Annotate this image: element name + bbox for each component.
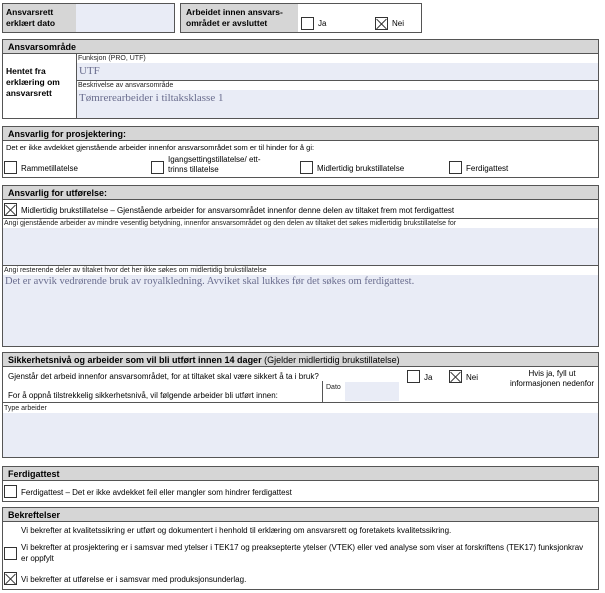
bekreftelse-line-3-checkbox[interactable]: [4, 572, 17, 585]
bekreftelse-line-1: Vi bekrefter at kvalitetssikring er utført og dokumentert i henhold til erklæring om ansvarsrett og foretakets kvalitetssikring.: [21, 526, 452, 535]
ferdigattest-header: Ferdigattest: [2, 466, 599, 481]
ferdigattest-prosj-label: Ferdigattest: [466, 164, 509, 173]
ferdigattest-label: Ferdigattest – Det er ikke avdekket feil eller mangler som hindrer ferdigattest: [21, 488, 292, 497]
ansvarsrett-dato-label: Ansvarsrett erklært dato: [6, 7, 56, 28]
funksjon-label: Funksjon (PRO, UTF): [78, 55, 146, 62]
rammetillatelse-label: Rammetillatelse: [21, 164, 78, 173]
sikkerhet-divider: [2, 402, 599, 403]
igangsetting-checkbox[interactable]: [151, 161, 164, 174]
igangsetting-label: Igangsettingstillatelse/ ett-trinns tillatelse: [168, 155, 261, 174]
ansvarsomrade-divider: [77, 80, 598, 81]
utforelse-header: Ansvarlig for utførelse:: [2, 185, 599, 200]
beskrivelse-value: Tømrerearbeider i tiltaksklasse 1: [79, 92, 224, 104]
sikkerhet-nei-checkbox[interactable]: [449, 370, 462, 383]
sikkerhet-ja-label: Ja: [424, 373, 433, 382]
sikkerhet-question: Gjenstår det arbeid innenfor ansvarsområdet, for at tiltaket skal være sikkert å ta i bruk?: [8, 372, 319, 381]
sikkerhet-title-note: (Gjelder midlertidig brukstillatelse): [264, 355, 400, 365]
prosjektering-intro: Det er ikke avdekket gjenstående arbeider innenfor ansvarsområdet som er til hinder for å gi:: [6, 143, 315, 152]
utforelse-divider-2: [2, 265, 599, 266]
beskrivelse-label: Beskrivelse av ansvarsområde: [78, 82, 174, 89]
type-arbeider-field[interactable]: [3, 413, 598, 457]
midlertidig-prosj-checkbox[interactable]: [300, 161, 313, 174]
avsluttet-ja-checkbox[interactable]: [301, 17, 314, 30]
hvis-ja-note: Hvis ja, fyll ut informasjonen nedenfor: [509, 369, 595, 388]
prosjektering-header: Ansvarlig for prosjektering:: [2, 126, 599, 141]
dato-field[interactable]: [345, 382, 399, 401]
utforelse-divider-1: [2, 218, 599, 219]
ansvarsomrade-header: Ansvarsområde: [2, 39, 599, 54]
ferdigattest-prosj-checkbox[interactable]: [449, 161, 462, 174]
oppna-label: For å oppnå tilstrekkelig sikkerhetsnivå, vil følgende arbeider bli utført innen:: [8, 391, 278, 400]
type-arbeider-label: Type arbeider: [4, 405, 47, 412]
midlertidig-prosj-label: Midlertidig brukstillatelse: [317, 164, 405, 173]
dato-label: Dato: [326, 384, 341, 391]
bekreftelser-header: Bekreftelser: [2, 507, 599, 522]
midlertidig-utf-label: Midlertidig brukstillatelse – Gjenstående arbeider for ansvarsområdet innenfor denne delen av tiltaket frem mot ferdigattest: [21, 206, 455, 215]
avsluttet-nei-label: Nei: [392, 19, 405, 28]
angi-gjenstaende-label: Angi gjenstående arbeider av mindre vesentlig betydning, innenfor ansvarsområdet og den delen av tiltaket det søkes midlertidig brukstillatelse for: [4, 220, 457, 227]
angi-resterende-label: Angi resterende deler av tiltaket hvor det her ikke søkes om midlertidig brukstillatelse: [4, 267, 267, 274]
sikkerhet-title: Sikkerhetsnivå og arbeider som vil bli utført innen 14 dager: [8, 355, 262, 365]
bekreftelse-line-2: Vi bekrefter at prosjektering er i samsvar med ytelser i TEK17 og preaksepterte ytelser (VTEK) eller ved analyse som viser at forskriftens (TEK17) funksjonkrav er oppfylt: [21, 543, 584, 563]
midlertidig-utf-checkbox[interactable]: [4, 203, 17, 216]
sikkerhet-nei-label: Nei: [466, 373, 479, 382]
hentet-label: Hentet fra erklæring om ansvarsrett: [6, 66, 60, 98]
avsluttet-nei-checkbox[interactable]: [375, 17, 388, 30]
avsluttet-ja-label: Ja: [318, 19, 327, 28]
funksjon-field[interactable]: [77, 63, 598, 80]
ansvarsomrade-vdivider: [76, 54, 77, 118]
rammetillatelse-checkbox[interactable]: [4, 161, 17, 174]
angi-gjenstaende-field[interactable]: [3, 228, 598, 265]
ansvarsrett-dato-field[interactable]: [76, 4, 174, 32]
sikkerhet-header: [2, 352, 599, 367]
sikkerhet-ja-checkbox[interactable]: [407, 370, 420, 383]
funksjon-value: UTF: [79, 65, 100, 77]
bekreftelse-line-2-checkbox[interactable]: [4, 547, 17, 560]
ferdigattest-checkbox[interactable]: [4, 485, 17, 498]
avsluttet-label: Arbeidet innen ansvars-området er avsluttet: [186, 7, 283, 28]
angi-resterende-value: Det er avvik vedrørende bruk av royalkledning. Avviket skal lukkes før det søkes om ferdigattest.: [5, 276, 415, 287]
bekreftelse-line-3: Vi bekrefter at utførelse er i samsvar med produksjonsunderlag.: [21, 575, 247, 584]
